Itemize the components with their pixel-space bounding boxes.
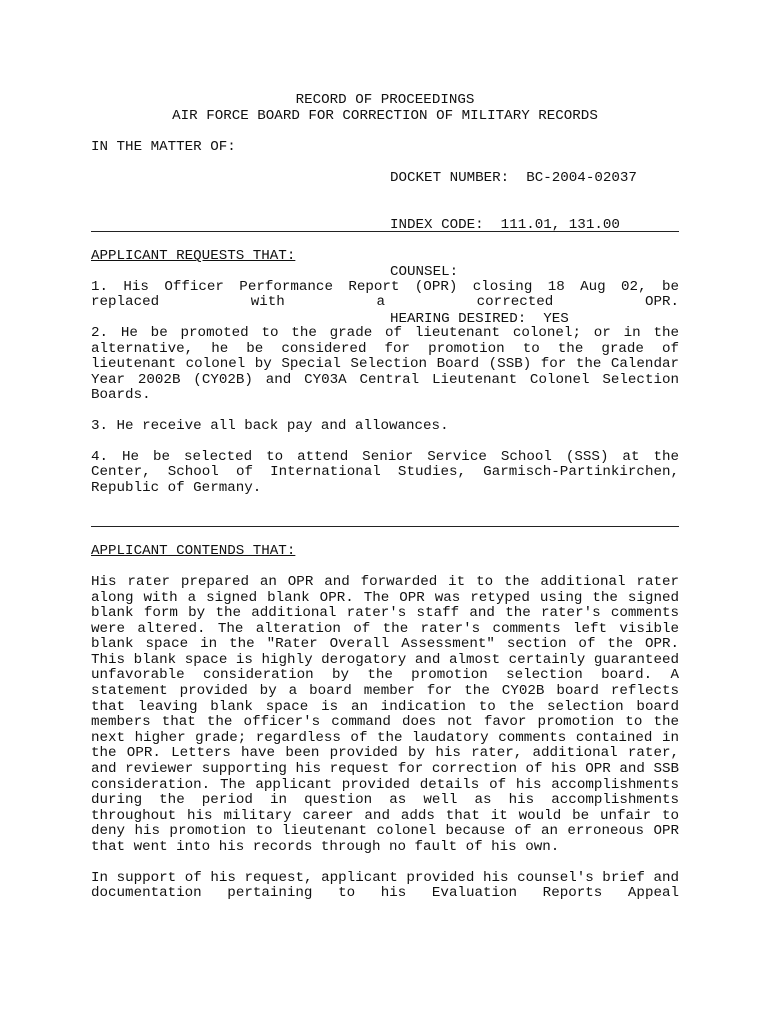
case-details [390,140,637,358]
board-title: AIR FORCE BOARD FOR CORRECTION OF MILITARY RECORDS [172,107,598,124]
docket-number: DOCKET NUMBER: BC-2004-02037 [390,170,637,187]
document-page [91,93,679,902]
divider [91,526,679,527]
record-title: RECORD OF PROCEEDINGS [295,92,475,108]
contends-paragraph: His rater prepared an OPR and forwarded it to the additional rater along with a signed blank OPR. The OPR was retyped using the signed blank form by the additional rater's staff and the rater's comments were altered. The alteration of the rater's comments left visible blank space in the "Rater Overall Assessment" section of the OPR. This blank space is highly derogatory and almost certainly guaranteed unfavorable consideration by the promotion selection board. A statement provided by a board member for the CY02B board reflects that leaving blank space is an indication to the selection board members that the officer's command does not favor promotion to the next higher grade; regardless of the laudatory comments contained in the OPR. Letters have been provided by his rater, additional rater, and reviewer supporting his request for correction of his OPR and SSB consideration. The applicant provided details of his accomplishments during the period in question as well as his accomplishments throughout his military career and adds that it would be unfair to deny his promotion to lieutenant colonel because of an erroneous OPR that went into his records through no fault of his own. [91,573,679,855]
request-item-3: 3. He receive all back pay and allowances. [91,417,449,434]
request-item-4: 4. He be selected to attend Senior Service School (SSS) at the Center, School of International Studies, Garmisch-Partinkirchen, Republic of Germany. [91,448,679,496]
hearing-desired: HEARING DESIRED: YES [390,310,569,327]
support-paragraph: In support of his request, applicant provided his counsel's brief and documentation pertaining to his Evaluation Reports Appeal [91,869,679,902]
index-code: INDEX CODE: 111.01, 131.00 [390,217,620,234]
counsel: COUNSEL: [390,263,459,280]
requests-heading: APPLICANT REQUESTS THAT: [91,248,296,265]
matter-label: IN THE MATTER OF: [91,139,236,156]
contends-heading: APPLICANT CONTENDS THAT: [91,543,296,560]
request-item-1: 1. His Officer Performance Report (OPR) closing 18 Aug 02, be replaced with a corrected OPR. [91,278,679,311]
request-item-2: 2. He be promoted to the grade of lieutenant colonel; or in the alternative, he be considered for promotion to the grade of lieutenant colonel by Special Selection Board (SSB) for the Calendar Year 2002B (CY02B) and CY03A Central Lieutenant Colonel Selection Boards. [91,324,679,404]
